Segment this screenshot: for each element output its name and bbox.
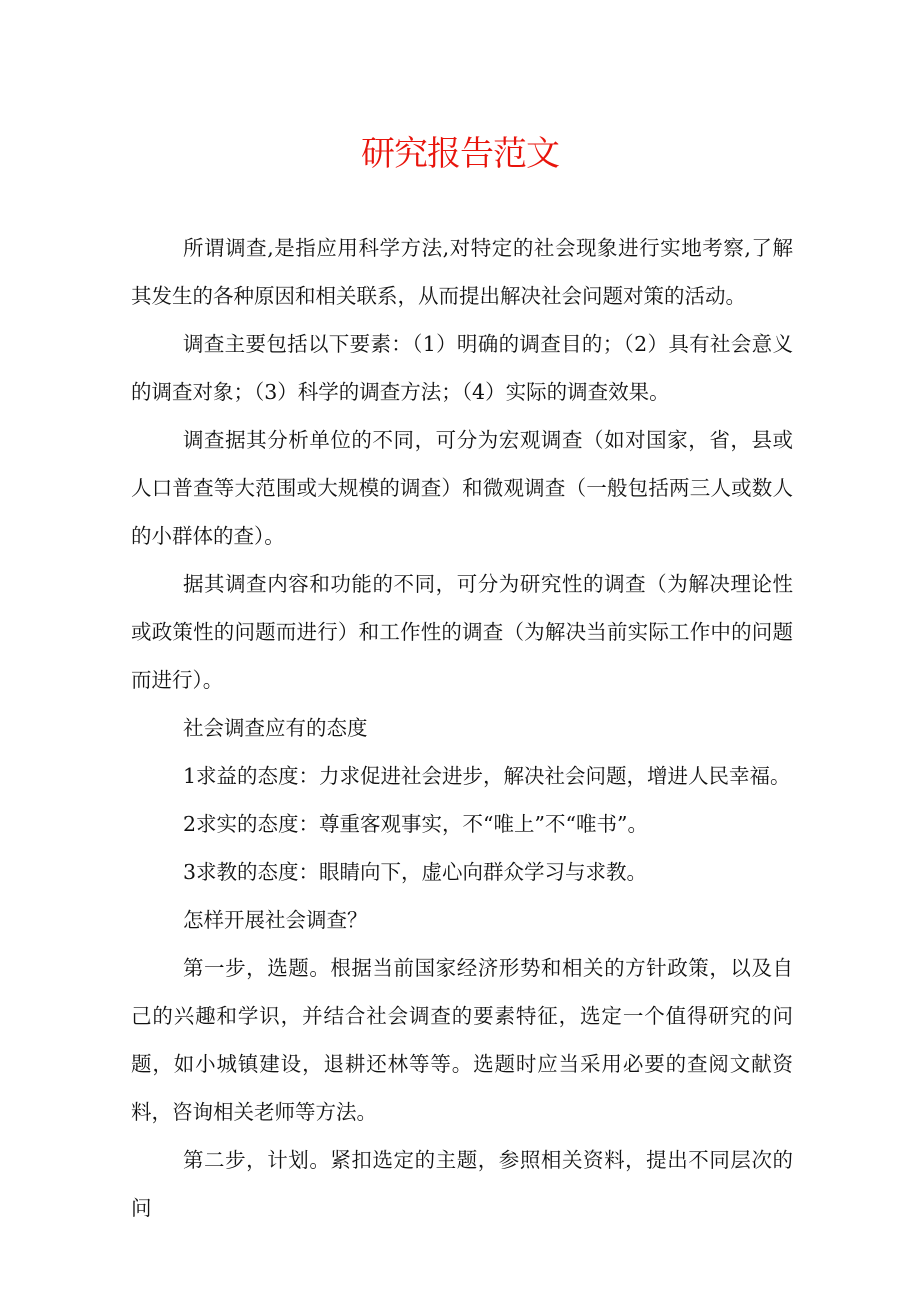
paragraph-definition: 所谓调查,是指应用科学方法,对特定的社会现象进行实地考察,了解其发生的各种原因和相关联系，从而提出解决社会问题对策的活动。 bbox=[131, 236, 793, 308]
paragraph-elements: 调查主要包括以下要素：（1）明确的调查目的；（2）具有社会意义的调查对象；（3）科学的调查方法；（4）实际的调查效果。 bbox=[131, 332, 793, 404]
paragraph-attitude-3: 3求教的态度：眼睛向下，虚心向群众学习与求教。 bbox=[183, 860, 648, 884]
paragraph-how-heading: 怎样开展社会调查？ bbox=[183, 908, 368, 932]
paragraph-attitude-heading: 社会调查应有的态度 bbox=[183, 716, 368, 740]
paragraph-step-2: 第二步，计划。紧扣选定的主题，参照相关资料，提出不同层次的问 bbox=[131, 1148, 793, 1220]
paragraph-attitude-1: 1求益的态度：力求促进社会进步，解决社会问题，增进人民幸福。 bbox=[183, 764, 791, 788]
paragraph-attitude-2: 2求实的态度：尊重客观事实，不“唯上”不“唯书”。 bbox=[183, 812, 648, 836]
paragraph-research-work: 据其调查内容和功能的不同，可分为研究性的调查（为解决理论性或政策性的问题而进行）和工作性的调查（为解决当前实际工作中的问题而进行）。 bbox=[131, 572, 793, 692]
paragraph-macro-micro: 调查据其分析单位的不同，可分为宏观调查（如对国家，省，县或人口普查等大范围或大规模的调查）和微观调查（一般包括两三人或数人的小群体的查）。 bbox=[131, 428, 793, 548]
document-title: 研究报告范文 bbox=[361, 134, 559, 174]
paragraph-step-1: 第一步，选题。根据当前国家经济形势和相关的方针政策，以及自己的兴趣和学识，并结合社会调查的要素特征，选定一个值得研究的问题，如小城镇建设，退耕还林等等。选题时应当采用必要的查阅文献资料，咨询相关老师等方法。 bbox=[131, 956, 793, 1124]
